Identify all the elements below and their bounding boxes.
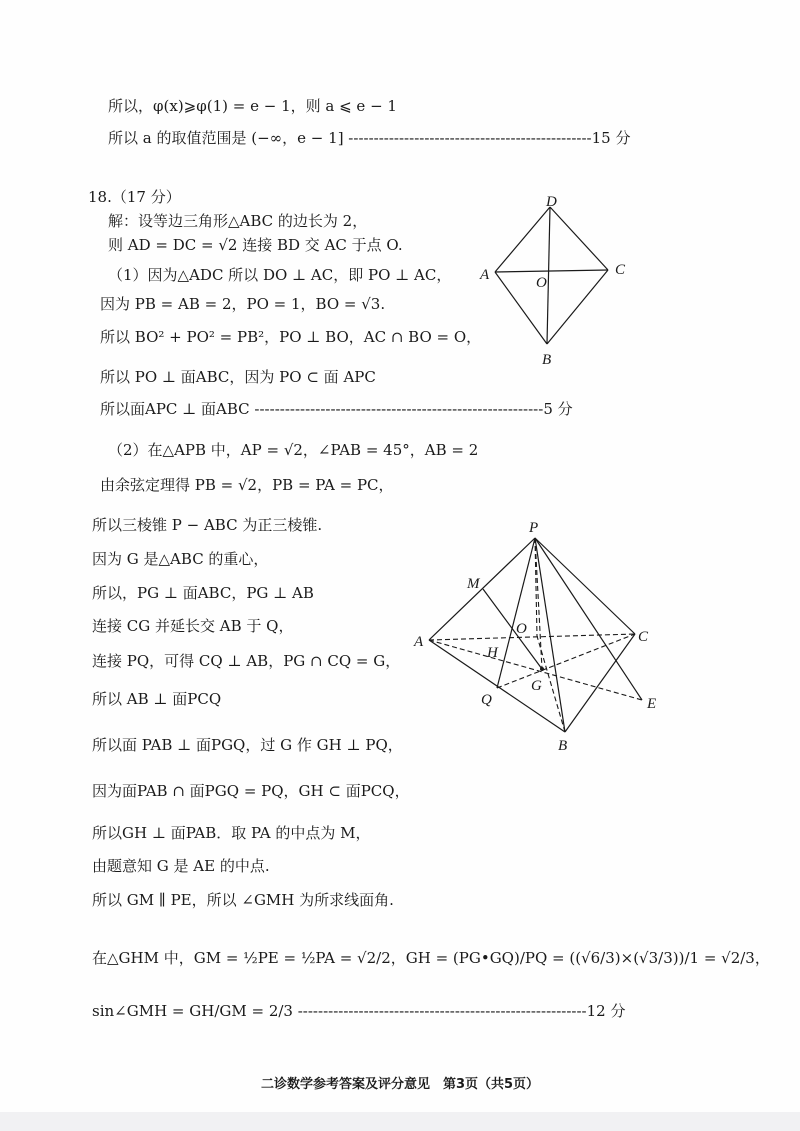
figure-rhombus: [470, 192, 640, 372]
fig2-label-C: C: [638, 629, 649, 645]
text-line-19: 所以面 PAB ⊥ 面PGQ，过 G 作 GH ⊥ PQ，: [92, 736, 403, 754]
text-line-16: 连接 CG 并延长交 AB 于 Q，: [92, 617, 294, 635]
text-line-24: 在△GHM 中，GM = ½PE = ½PA = √2/2，GH = (PG•GQ)/PQ = ((√6/3)×(√3/3))/1 = √2/3，: [92, 949, 770, 967]
bottom-strip: [0, 1112, 800, 1131]
fig2-label-B: B: [558, 738, 568, 754]
text-line-7: 因为 PB = AB = 2，PO = 1，BO = √3.: [100, 295, 386, 313]
text-line-20: 因为面PAB ∩ 面PGQ = PQ，GH ⊂ 面PCQ，: [92, 782, 410, 800]
text-line-15: 所以，PG ⊥ 面ABC，PG ⊥ AB: [92, 584, 314, 602]
text-line-17: 连接 PQ，可得 CQ ⊥ AB，PG ∩ CQ = G，: [92, 652, 401, 670]
text-line-21: 所以GH ⊥ 面PAB．取 PA 的中点为 M，: [92, 824, 371, 842]
text-line-8: 所以 BO² + PO² = PB²，PO ⊥ BO，AC ∩ BO = O，: [100, 328, 482, 346]
page-footer: 二诊数学参考答案及评分意见 第3页（共5页）: [260, 1077, 540, 1092]
text-line-13: 所以三棱锥 P − ABC 为正三棱锥.: [92, 516, 323, 534]
text-line-18: 所以 AB ⊥ 面PCQ: [92, 690, 222, 708]
fig2-label-O: O: [516, 621, 527, 637]
text-line-2: 所以 a 的取值范围是 (−∞，e − 1] ------------------------------------------------15 分: [108, 129, 631, 147]
text-line-22: 由题意知 G 是 AE 的中点.: [92, 857, 270, 875]
figure-pyramid: [405, 512, 675, 757]
fig2-label-A: A: [414, 634, 424, 650]
fig1-label-D: D: [546, 194, 557, 210]
text-line-11: （2）在△APB 中，AP = √2，∠PAB = 45°，AB = 2: [108, 441, 479, 459]
problem-number: 18.（17 分）: [88, 188, 181, 206]
text-line-6: （1）因为△ADC 所以 DO ⊥ AC，即 PO ⊥ AC，: [108, 266, 452, 284]
fig2-label-M: M: [467, 576, 480, 592]
fig2-label-G: G: [531, 678, 542, 694]
text-line-23: 所以 GM ∥ PE，所以 ∠GMH 为所求线面角.: [92, 891, 394, 909]
text-line-10: 所以面APC ⊥ 面ABC ---------------------------------------------------------5 分: [100, 400, 573, 418]
fig2-label-P: P: [529, 520, 539, 536]
text-line-14: 因为 G 是△ABC 的重心，: [92, 550, 269, 568]
fig1-label-A: A: [480, 267, 490, 283]
text-line-1: 所以，φ(x)⩾φ(1) = e − 1，则 a ⩽ e − 1: [108, 97, 397, 115]
fig1-label-C: C: [615, 262, 626, 278]
fig1-label-B: B: [542, 352, 552, 368]
fig2-label-Q: Q: [481, 692, 492, 708]
text-line-9: 所以 PO ⊥ 面ABC，因为 PO ⊂ 面 APC: [100, 368, 376, 386]
fig1-label-O: O: [536, 275, 547, 291]
text-line-5: 则 AD = DC = √2 连接 BD 交 AC 于点 O.: [108, 236, 403, 254]
fig2-label-H: H: [487, 645, 498, 661]
text-line-25: sin∠GMH = GH/GM = 2/3 ---------------------------------------------------------12 分: [92, 1002, 626, 1020]
text-line-12: 由余弦定理得 PB = √2，PB = PA = PC，: [100, 476, 394, 494]
text-line-4: 解：设等边三角形△ABC 的边长为 2，: [108, 212, 368, 230]
fig2-label-E: E: [647, 696, 657, 712]
